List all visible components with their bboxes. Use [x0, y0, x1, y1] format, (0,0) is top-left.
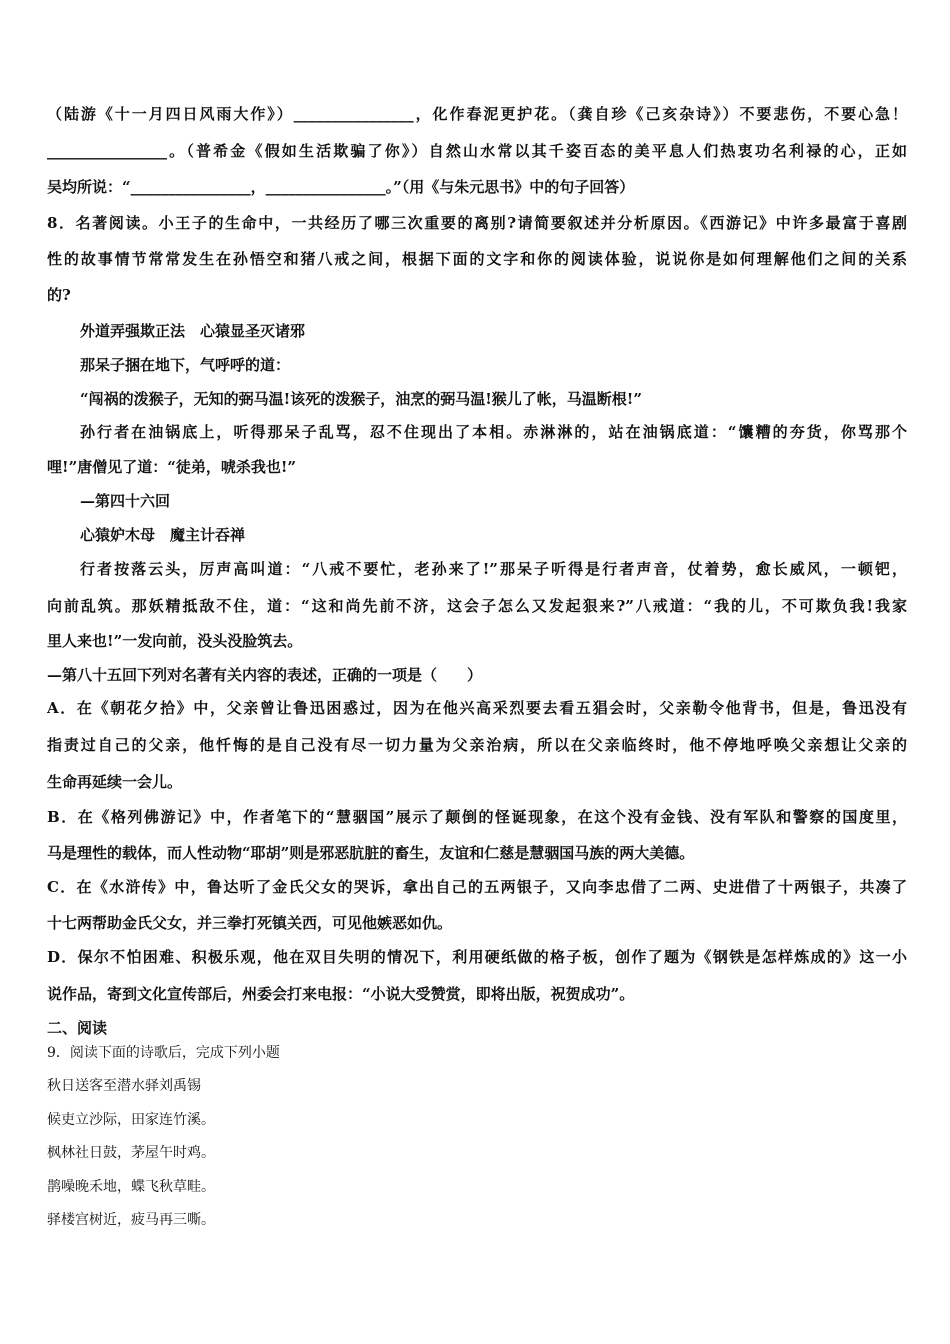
text-line: （陆游《十一月四日风雨大作》）________________，化作春泥更护花。（龚自珍《己亥杂诗》）不要悲伤，不要心急！ — [47, 105, 907, 123]
text-line: 孙行者在油锅底上，听得那呆子乱骂，忍不住现出了本相。赤淋淋的，站在油锅底道：“馕糟的夯货，你骂那个 — [80, 423, 907, 441]
poem-line: 候吏立沙际，田家连竹溪。 — [47, 1112, 215, 1128]
option-c: C．在《水浒传》中，鲁达听了金氏父女的哭诉，拿出自己的五两银子，又向李忠借了二两、史进借了十两银子，共凑了 — [47, 878, 907, 896]
question-9: 9．阅读下面的诗歌后，完成下列小题 — [47, 1045, 280, 1061]
text-line: 吴均所说：“________________，________________。”（用《与朱元思书》中的句子回答） — [47, 178, 635, 196]
text-line: 的? — [47, 286, 71, 304]
text-line: 指责过自己的父亲，他忏悔的是自己没有尽一切力量为父亲治病，所以在父亲临终时，他不停地呼唤父亲想让父亲的 — [47, 736, 907, 754]
question-stem: —第八十五回下列对名著有关内容的表述，正确的一项是（ ） — [47, 666, 483, 684]
chapter-title: 外道弄强欺正法 心猿显圣灭诸邪 — [80, 322, 306, 340]
text-line: 哩!”唐僧见了道：“徒弟，唬杀我也!” — [47, 458, 297, 476]
poem-title: 秋日送客至潜水驿刘禹锡 — [47, 1078, 201, 1094]
chapter-title: 心猿妒木母 魔主计吞禅 — [80, 526, 246, 544]
text-line: 说作品，寄到文化宣传部后，州委会打来电报：“小说大受赞赏，即将出版，祝贺成功”。 — [47, 985, 635, 1003]
text-line: 向前乱筑。那妖精抵敌不住，道：“这和尚先前不济，这会子怎么又发起狠来?”八戒道：“我的儿，不可欺负我!我家 — [47, 597, 907, 615]
text-line: “闯祸的泼猴子，无知的弼马温!该死的泼猴子，油烹的弼马温!猴儿了帐，马温断根!” — [80, 390, 643, 408]
chapter-ref: —第四十六回 — [80, 492, 171, 510]
text-line: 行者按落云头，厉声高叫道：“八戒不要忙，老孙来了!”那呆子听得是行者声音，仗着势，愈长威风，一顿钯， — [80, 560, 907, 578]
text-line: 马是理性的载体，而人性动物“耶胡”则是邪恶肮脏的畜生，友谊和仁慈是慧骃国马族的两大美德。 — [47, 844, 695, 862]
text-line: 性的故事情节常常发生在孙悟空和猪八戒之间，根据下面的文字和你的阅读体验，说说你是如何理解他们之间的关系 — [47, 250, 907, 268]
text-line: 生命再延续一会儿。 — [47, 773, 183, 791]
text-line: ________________。（普希金《假如生活欺骗了你》）自然山水常以其千姿百态的美平息人们热衷功名利禄的心，正如 — [47, 142, 907, 160]
poem-line: 鹊噪晚禾地，蝶飞秋草畦。 — [47, 1179, 215, 1195]
option-d: D．保尔不怕困难、积极乐观，他在双目失明的情况下，利用硬纸做的格子板，创作了题为《钢铁是怎样炼成的》这一小 — [47, 948, 907, 966]
option-a: A．在《朝花夕拾》中，父亲曾让鲁迅困惑过，因为在他兴高采烈要去看五猖会时，父亲勒令他背书，但是，鲁迅没有 — [47, 699, 907, 717]
section-heading: 二、阅读 — [47, 1019, 108, 1037]
text-line: 那呆子捆在地下，气呼呼的道： — [80, 356, 291, 374]
text-line: 十七两帮助金氏父女，并三拳打死镇关西，可见他嫉恶如仇。 — [47, 914, 453, 932]
question-8: 8．名著阅读。小王子的生命中，一共经历了哪三次重要的离别?请简要叙述并分析原因。《西游记》中许多最富于喜剧 — [47, 214, 907, 232]
poem-line: 枫林社日鼓，茅屋午时鸡。 — [47, 1145, 215, 1161]
text-line: 里人来也!”一发向前，没头没脸筑去。 — [47, 632, 303, 650]
option-b: B．在《格列佛游记》中，作者笔下的“慧骃国”展示了颠倒的怪诞现象，在这个没有金钱、没有军队和警察的国度里， — [47, 808, 907, 826]
poem-line: 驿楼宫树近，疲马再三嘶。 — [47, 1212, 215, 1228]
